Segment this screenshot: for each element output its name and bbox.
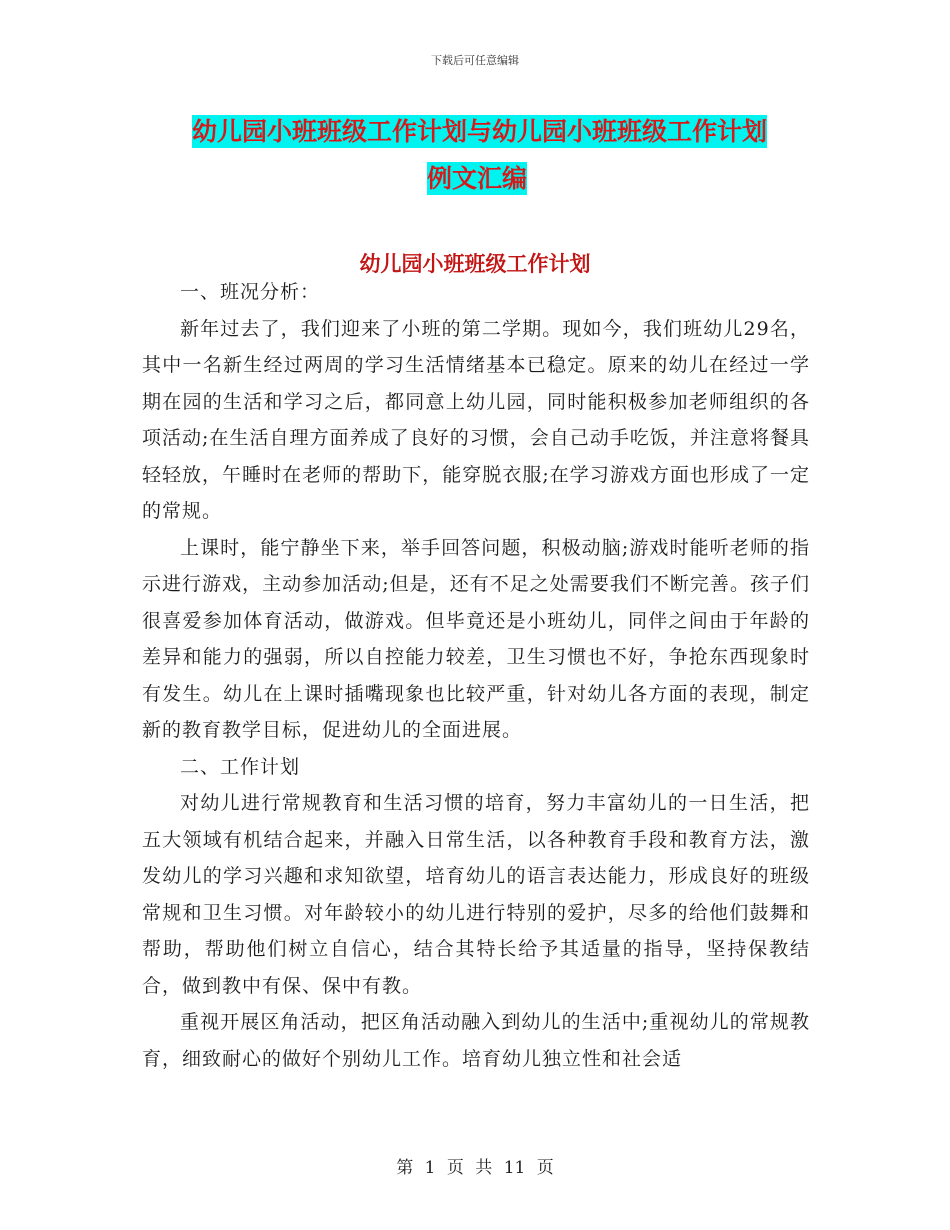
- document-title: [192, 108, 812, 202]
- heading-work-plan: 二、工作计划: [180, 755, 301, 778]
- paragraph: 上课时，能宁静坐下来，举手回答问题，积极动脑;游戏时能听老师的指示进行游戏，主动参加活动;但是，还有不足之处需要我们不断完善。孩子们很喜爱参加体育活动，做游戏。但毕竟还是小班幼儿，同伴之间由于年龄的差异和能力的强弱，所以自控能力较差，卫生习惯也不好，争抢东西现象时有发生。幼儿在上课时插嘴现象也比较严重，针对幼儿各方面的表现，制定新的教育教学目标，促进幼儿的全面进展。: [142, 536, 810, 741]
- heading-class-analysis: 一、班况分析：: [180, 281, 321, 303]
- document-body: [142, 274, 810, 1077]
- document-title-line-2: 例文汇编: [426, 164, 527, 193]
- document-title-line-1: 幼儿园小班班级工作计划与幼儿园小班班级工作计划: [192, 117, 768, 146]
- page-footer: 第 1 页 共 11 页: [396, 1158, 554, 1178]
- paragraph: 新年过去了，我们迎来了小班的第二学期。现如今，我们班幼儿29名，其中一名新生经过两周的学习生活情绪基本已稳定。原来的幼儿在经过一学期在园的生活和学习之后，都同意上幼儿园，同时能积极参加老师组织的各项活动;在生活自理方面养成了良好的习惯，会自己动手吃饭，并注意将餐具轻轻放，午睡时在老师的帮助下，能穿脱衣服;在学习游戏方面也形成了一定的常规。: [142, 317, 810, 522]
- paragraph: 对幼儿进行常规教育和生活习惯的培育，努力丰富幼儿的一日生活，把五大领域有机结合起来，并融入日常生活，以各种教育手段和教育方法，激发幼儿的学习兴趣和求知欲望，培育幼儿的语言表达能力，形成良好的班级常规和卫生习惯。对年龄较小的幼儿进行特别的爱护，尽多的给他们鼓舞和帮助，帮助他们树立自信心，结合其特长给予其适量的指导，坚持保教结合，做到教中有保、保中有教。: [142, 792, 810, 997]
- section-title: 幼儿园小班班级工作计划: [359, 252, 591, 276]
- paragraph: 重视开展区角活动，把区角活动融入到幼儿的生活中;重视幼儿的常规教育，细致耐心的做好个别幼儿工作。培育幼儿独立性和社会适: [142, 1011, 810, 1070]
- header-note: 下载后可任意编辑: [431, 54, 519, 67]
